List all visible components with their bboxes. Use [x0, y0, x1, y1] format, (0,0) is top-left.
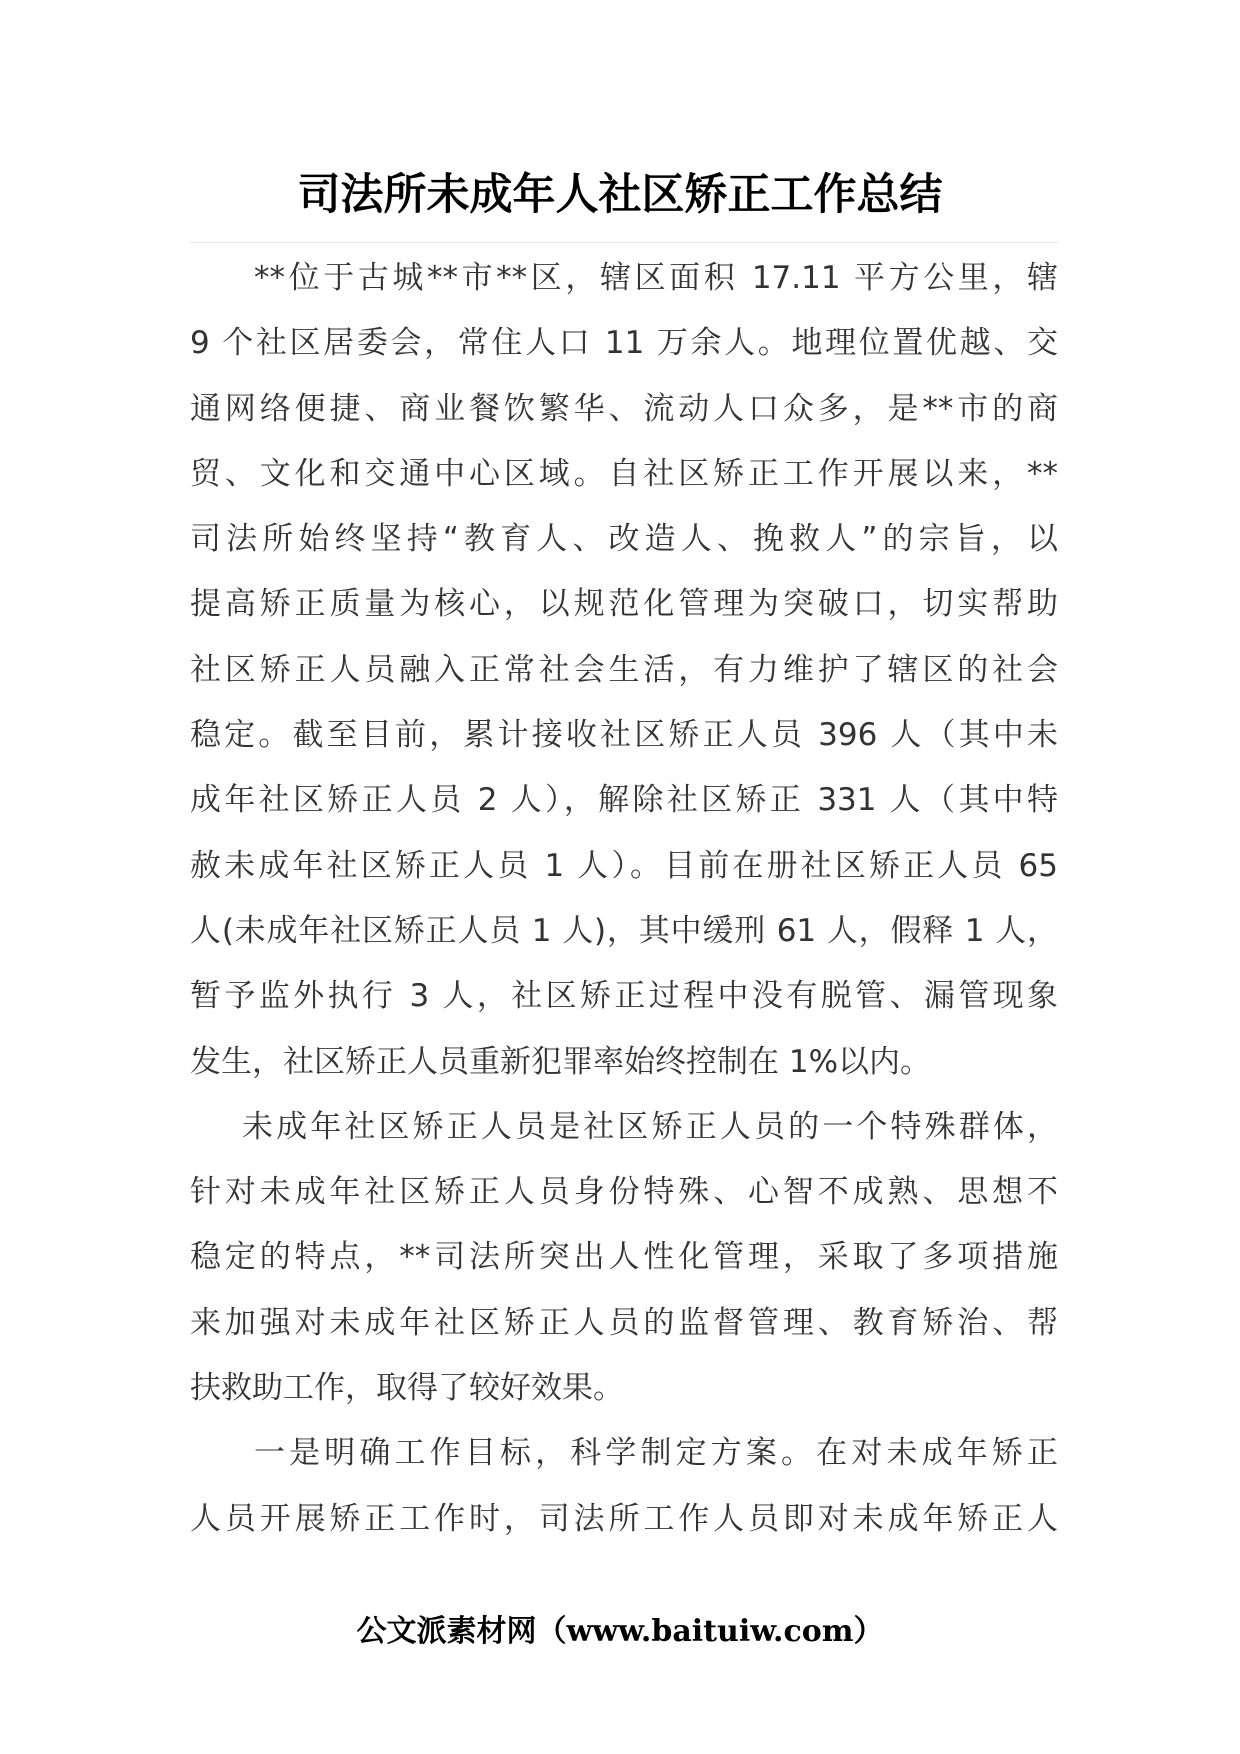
document-title: 司法所未成年人社区矫正工作总结 — [297, 170, 943, 220]
paragraph-line: 社区矫正人员融入正常社会生活，有力维护了辖区的社会 — [190, 651, 1058, 688]
document-body — [190, 246, 1058, 1552]
paragraph-line: 未成年社区矫正人员是社区矫正人员的一个特殊群体， — [242, 1108, 1058, 1145]
paragraph-line: 暂予监外执行 3 人，社区矫正过程中没有脱管、漏管现象 — [190, 978, 1058, 1015]
title-divider — [190, 242, 1058, 243]
paragraph-line: 通网络便捷、商业餐饮繁华、流动人口众多，是**市的商 — [190, 390, 1058, 427]
paragraph-line: 人员开展矫正工作时，司法所工作人员即对未成年矫正人 — [190, 1500, 1058, 1537]
paragraph-line: 9 个社区居委会，常住人口 11 万余人。地理位置优越、交 — [190, 325, 1058, 362]
paragraph-line: 稳定的特点，**司法所突出人性化管理，采取了多项措施 — [190, 1239, 1058, 1276]
paragraph-line: 司法所始终坚持“教育人、改造人、挽救人”的宗旨，以 — [190, 521, 1058, 558]
paragraph-line: 来加强对未成年社区矫正人员的监督管理、教育矫治、帮 — [190, 1304, 1058, 1341]
paragraph-line: 成年社区矫正人员 2 人），解除社区矫正 331 人（其中特 — [190, 782, 1058, 819]
paragraph-line: 针对未成年社区矫正人员身份特殊、心智不成熟、思想不 — [190, 1174, 1058, 1211]
paragraph-line: **位于古城**市**区，辖区面积 17.11 平方公里，辖 — [254, 260, 1058, 296]
paragraph-line: 发生，社区矫正人员重新犯罪率始终控制在 1%以内。 — [190, 1043, 932, 1080]
paragraph-line: 扶救助工作，取得了较好效果。 — [190, 1370, 624, 1407]
paragraph-line: 稳定。截至目前，累计接收社区矫正人员 396 人（其中未 — [190, 717, 1058, 754]
paragraph-line: 赦未成年社区矫正人员 1 人）。目前在册社区矫正人员 65 — [190, 847, 1058, 884]
paragraph-line: 贸、文化和交通中心区域。自社区矫正工作开展以来，** — [190, 455, 1058, 492]
paragraph-line: 提高矫正质量为核心，以规范化管理为突破口，切实帮助 — [190, 586, 1058, 623]
paragraph-3 — [190, 1421, 1058, 1552]
paragraph-2 — [190, 1095, 1058, 1421]
paragraph-line: 一是明确工作目标，科学制定方案。在对未成年矫正 — [254, 1435, 1058, 1472]
paragraph-1 — [190, 246, 1058, 1095]
footer-watermark: 公文派素材网（www.baituiw.com） — [356, 1614, 884, 1649]
paragraph-line: 人(未成年社区矫正人员 1 人)，其中缓刑 61 人，假释 1 人， — [190, 912, 1058, 949]
